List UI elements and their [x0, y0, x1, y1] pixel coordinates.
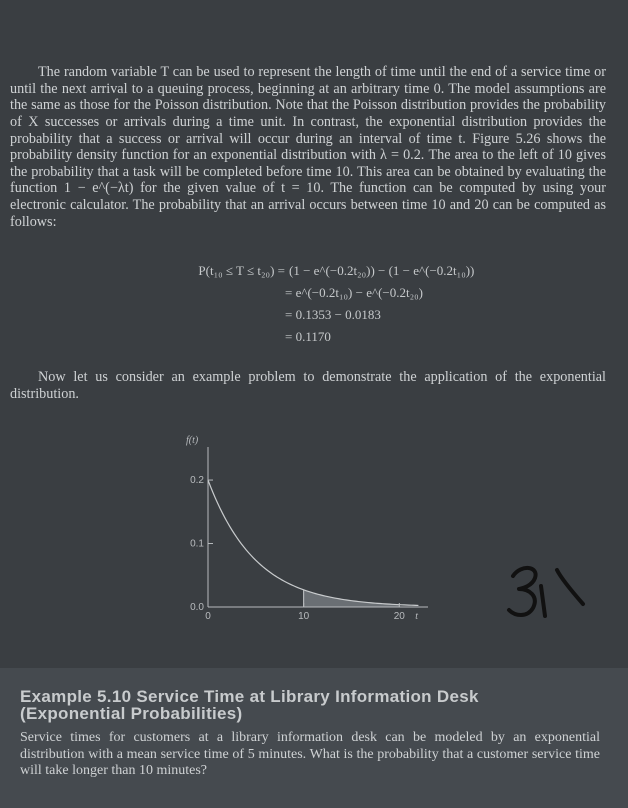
- example-box: [0, 668, 628, 808]
- intro-paragraph: The random variable T can be used to represent the length of time until the end of a service time or until the next arrival to a queuing process, beginning at an arbitrary time 0. The model assumptions are the same as those for the Poisson distribution. Note that the Poisson distribution provides the probability of X successes or arrivals during a time unit. In contrast, the exponential distribution provides the probability that a success or arrival will occur during an interval of time t. Figure 5.26 shows the probability density function for an exponential distribution with λ = 0.2. The area to the left of 10 gives the probability that a task will be completed before time 10. This area can be obtained by evaluating the function 1 − e^(−λt) for the given value of t = 10. The function can be computed by using your electronic calculator. The probability that an arrival occurs between time 10 and 20 can be computed as follows:: [10, 64, 606, 230]
- handwritten-note-31: [505, 560, 595, 624]
- example-body: Service times for customers at a library information desk can be modeled by an exponential distribution with a mean service time of 5 minutes. What is the probability that a customer service time will take longer than 10 minutes?: [20, 730, 600, 778]
- equation-lhs: P(t₁₀ ≤ T ≤ t₂₀) =: [198, 263, 285, 278]
- pdf-curve: [208, 480, 418, 605]
- y-tick-label: 0.0: [190, 602, 204, 613]
- example-title: Example 5.10 Service Time at Library Information Desk (Exponential Probabilities): [20, 687, 479, 723]
- x-tick-label: 10: [298, 611, 310, 622]
- example-intro-paragraph: Now let us consider an example problem to demonstrate the application of the exponential distribution.: [10, 369, 606, 403]
- exponential-pdf-chart: [170, 425, 440, 625]
- y-tick-label: 0.2: [190, 475, 204, 487]
- x-tick-label: 0: [205, 611, 211, 622]
- y-axis-label: f(t): [186, 435, 199, 446]
- equation-line-3: = 0.1353 − 0.0183: [285, 307, 381, 322]
- x-tick-label: 20: [393, 611, 405, 622]
- equation-line-1: [158, 260, 474, 282]
- equation-rhs-1: (1 − e^(−0.2t₂₀)) − (1 − e^(−0.2t₁₀)): [289, 263, 475, 278]
- exponential-pdf-figure: [170, 425, 440, 625]
- probability-equation: [158, 260, 474, 348]
- equation-line-2: = e^(−0.2t₁₀) − e^(−0.2t₂₀): [285, 285, 423, 300]
- y-tick-label: 0.1: [190, 538, 204, 550]
- x-axis-label: t: [415, 611, 419, 622]
- equation-line-4: = 0.1170: [285, 329, 331, 344]
